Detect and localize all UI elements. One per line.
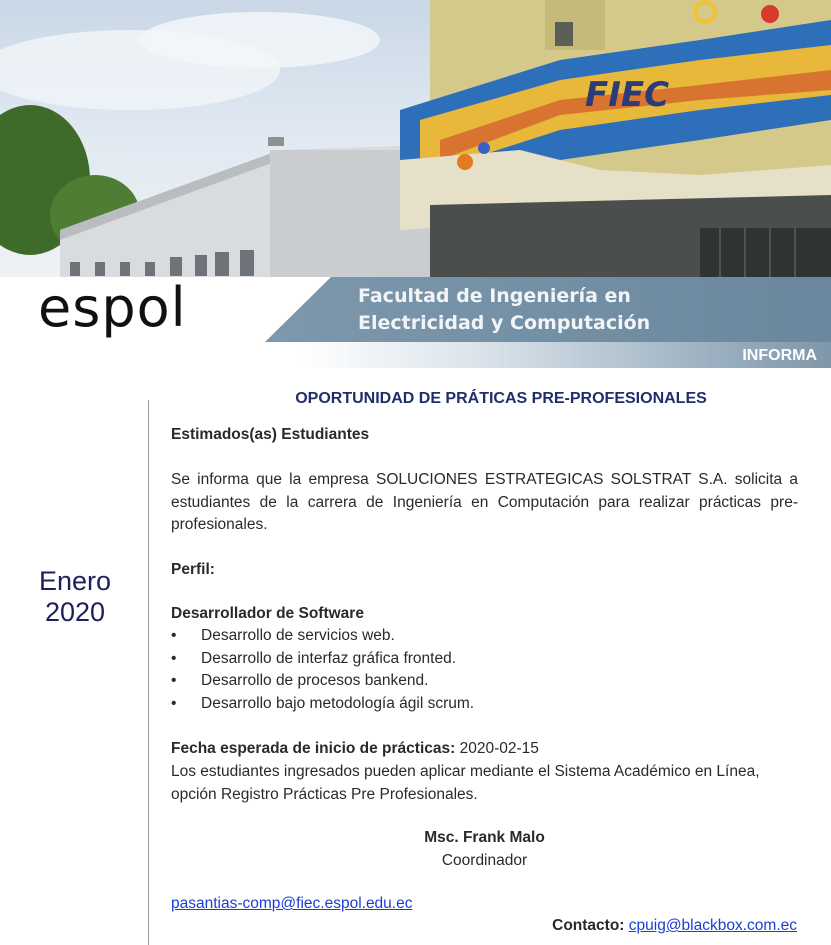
- list-item-text: Desarrollo de procesos bankend.: [201, 672, 429, 689]
- list-item: [171, 625, 474, 648]
- bullet-icon: •: [171, 672, 177, 689]
- list-item-text: Desarrollo bajo metodología ágil scrum.: [201, 694, 475, 712]
- start-date-value: 2020-02-15: [459, 740, 539, 757]
- bullet-icon: •: [171, 627, 177, 644]
- start-date-line: [171, 738, 798, 761]
- list-item-text: Desarrollo de servicios web.: [201, 627, 395, 644]
- contact-label: Contacto:: [552, 917, 625, 934]
- building-illustration: [0, 0, 831, 277]
- faculty-name-line1: Facultad de Ingeniería en: [358, 285, 631, 307]
- apply-instructions: Los estudiantes ingresados pueden aplicar mediante el Sistema Académico en Línea, opción Registro Prácticas Pre Profesionales.: [171, 763, 760, 803]
- contact-line: [552, 917, 797, 935]
- start-date-label: Fecha esperada de inicio de prácticas:: [171, 740, 456, 757]
- intro-paragraph: Se informa que la empresa SOLUCIONES ESTRATEGICAS SOLSTRAT S.A. solicita a estudiantes de la carrera de Ingeniería en Computación para realizar prácticas pre-profesionales.: [171, 471, 798, 533]
- profile-label: Perfil:: [171, 561, 215, 578]
- date-month: Enero: [38, 566, 112, 596]
- faculty-name-line2: Electricidad y Computación: [358, 312, 651, 334]
- page-title: OPORTUNIDAD DE PRÁTICAS PRE-PROFESIONALES: [295, 390, 707, 407]
- list-item: [171, 670, 474, 693]
- bullet-icon: •: [171, 694, 177, 712]
- building-sign: FIEC: [585, 75, 670, 115]
- signer-role: Coordinador: [441, 851, 528, 869]
- greeting: Estimados(as) Estudiantes: [171, 426, 370, 443]
- role-title: Desarrollador de Software: [171, 605, 364, 622]
- date-block: [20, 566, 130, 628]
- signer-name: Msc. Frank Malo: [424, 829, 545, 846]
- faculty-name: [358, 283, 650, 337]
- requirements-list: [171, 625, 474, 715]
- list-item: [171, 648, 474, 671]
- header-photo: [0, 0, 831, 277]
- list-item-text: Desarrollo de interfaz gráfica fronted.: [201, 649, 457, 667]
- bullet-icon: •: [171, 649, 177, 667]
- list-item: [171, 693, 474, 716]
- espol-logo: espol: [38, 276, 187, 339]
- contact-email-link[interactable]: cpuig@blackbox.com.ec: [628, 917, 797, 934]
- internship-email-link[interactable]: pasantias-comp@fiec.espol.edu.ec: [171, 895, 413, 912]
- signature-block: [171, 827, 798, 872]
- date-year: 2020: [44, 597, 106, 627]
- informa-label: INFORMA: [742, 347, 817, 364]
- column-divider: [148, 400, 149, 945]
